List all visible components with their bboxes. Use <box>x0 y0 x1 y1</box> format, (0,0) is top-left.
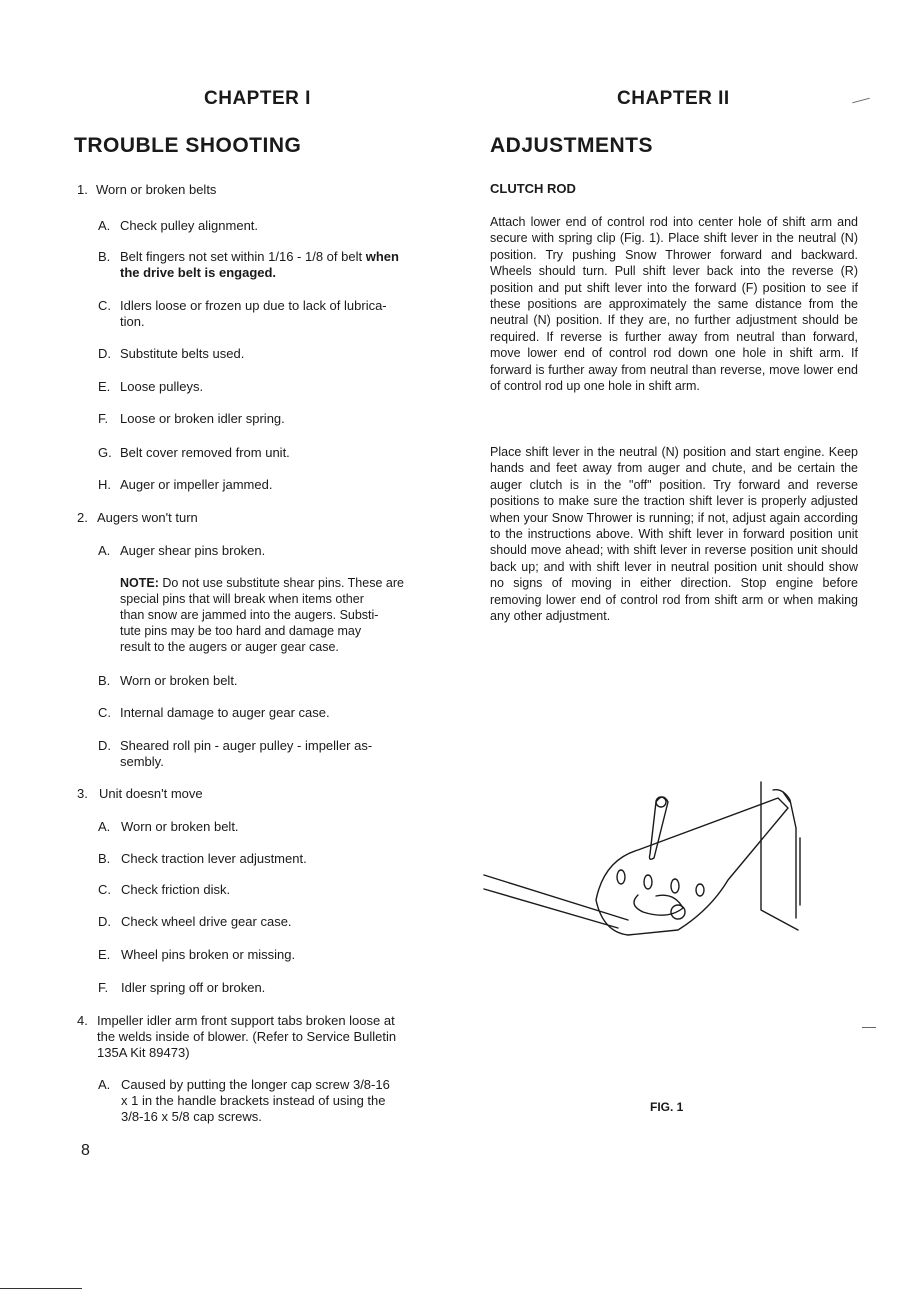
list-item: Internal damage to auger gear case. <box>120 705 330 720</box>
item-letter: B. <box>98 673 111 688</box>
list-item: Auger shear pins broken. <box>120 543 266 558</box>
margin-mark <box>852 98 870 104</box>
item-letter: C. <box>98 705 111 720</box>
list-item: Caused by putting the longer cap screw 3/8-16 <box>121 1077 390 1092</box>
list-item: Check wheel drive gear case. <box>121 914 292 929</box>
item-letter: H. <box>98 477 111 492</box>
margin-mark <box>862 1027 876 1028</box>
list-item-continued: sembly. <box>120 754 164 769</box>
note-label: NOTE: <box>120 576 159 590</box>
list-item: Augers won't turn <box>97 510 198 525</box>
item-text-bold: when <box>365 249 399 264</box>
shift-arm-hole <box>696 884 704 896</box>
list-item: Sheared roll pin - auger pulley - impeller as- <box>120 738 373 753</box>
list-item: Check friction disk. <box>121 882 231 897</box>
shift-arm-hole <box>617 870 625 884</box>
list-item: Check traction lever adjustment. <box>121 851 307 866</box>
paragraph-text: Place shift lever in the neutral (N) position and start engine. Keep hands and feet away from auger and chute, and be certain the auger clutch is in the "off" position. Try forward and reverse positions to make sure the traction shift lever is properly adjusted when your Snow Thrower is running; if not, adjust again according to the instructions above. With shift lever in forward position unit should move ahead; with shift lever in reverse position unit should back up; and with shift lever in neutral position unit should show no signs of moving in either direction. Stop engine before removing lower end of control rod from shift arm or when making any other adjustment. <box>490 445 858 624</box>
item-number: 2. <box>77 510 88 525</box>
item-number: 4. <box>77 1013 88 1028</box>
item-letter: F. <box>98 411 109 426</box>
list-item: Loose pulleys. <box>120 379 204 394</box>
list-item: Worn or broken belt. <box>120 673 238 688</box>
list-item: Wheel pins broken or missing. <box>121 947 296 962</box>
item-number: 1. <box>77 182 88 197</box>
frame-bracket <box>761 782 798 930</box>
item-letter: A. <box>98 819 111 834</box>
list-item: Auger or impeller jammed. <box>120 477 273 492</box>
trouble-shooting-title: TROUBLE SHOOTING <box>74 134 302 157</box>
chapter-2-heading: CHAPTER II <box>617 88 730 109</box>
note-line: special pins that will break when items other <box>120 592 364 606</box>
note-line: Do not use substitute shear pins. These are <box>162 576 404 590</box>
shift-arm-hole <box>644 875 652 889</box>
list-item-continued: 135A Kit 89473) <box>97 1045 190 1060</box>
chapter-1-heading: CHAPTER I <box>204 88 311 109</box>
item-letter: G. <box>98 445 112 460</box>
footer-rule <box>0 1288 82 1289</box>
item-text: Belt fingers not set within 1/16 - 1/8 of belt <box>120 249 363 264</box>
adjustments-title: ADJUSTMENTS <box>490 134 654 157</box>
list-item: Idler spring off or broken. <box>121 980 266 995</box>
item-letter: B. <box>98 851 111 866</box>
shift-arm <box>596 798 788 935</box>
item-letter: D. <box>98 738 111 753</box>
list-item: Unit doesn't move <box>99 786 203 801</box>
list-item: Impeller idler arm front support tabs broken loose at <box>97 1013 395 1028</box>
item-letter: F. <box>98 980 109 995</box>
item-letter: C. <box>98 298 111 313</box>
list-item-continued: x 1 in the handle brackets instead of using the <box>121 1093 386 1108</box>
shift-arm-hole <box>671 879 679 893</box>
note-block <box>120 575 450 655</box>
page-number: 8 <box>81 1142 90 1159</box>
figure-1-illustration <box>478 780 808 950</box>
item-letter: A. <box>98 218 111 233</box>
item-letter: E. <box>98 379 111 394</box>
list-item-continued: the welds inside of blower. (Refer to Service Bulletin <box>97 1029 397 1044</box>
item-letter: D. <box>98 914 111 929</box>
list-item: Substitute belts used. <box>120 346 245 361</box>
list-item: Check pulley alignment. <box>120 218 259 233</box>
note-line: tute pins may be too hard and damage may <box>120 624 362 638</box>
control-rod <box>484 875 628 920</box>
list-item: Belt cover removed from unit. <box>120 445 290 460</box>
item-number: 3. <box>77 786 88 801</box>
item-letter: A. <box>98 1077 111 1092</box>
item-letter: D. <box>98 346 111 361</box>
list-item-continued: tion. <box>120 314 145 329</box>
list-item: Loose or broken idler spring. <box>120 411 285 426</box>
note-line: result to the augers or auger gear case. <box>120 640 339 654</box>
item-letter: E. <box>98 947 111 962</box>
list-item <box>120 249 399 265</box>
item-letter: B. <box>98 249 111 264</box>
list-item-continued: the drive belt is engaged. <box>120 265 277 280</box>
item-letter: C. <box>98 882 111 897</box>
clutch-rod-subhead: CLUTCH ROD <box>490 181 576 196</box>
list-item: Idlers loose or frozen up due to lack of lubrica- <box>120 298 387 313</box>
figure-1-label: FIG. 1 <box>650 1100 684 1114</box>
item-letter: A. <box>98 543 111 558</box>
clutch-rod-paragraph-2 <box>490 444 858 624</box>
paragraph-text: Attach lower end of control rod into center hole of shift arm and secure with spring clip (Fig. 1). Place shift lever in the neutral (N) position. Try pushing Snow Thrower forward and backward. Wheels should turn. Pull shift lever back into the reverse (R) position and put shift lever into the forward (F) position to see if these positions are approximately the same distance from the neutral (N) position. If they are, no further adjustment should be required. If reverse is further away from neutral than forward, move lower end of control rod down one hole in shift arm. If forward is further away from neutral than reverse, move lower end of control rod up one hole in shift arm. <box>490 215 858 394</box>
list-item-continued: 3/8-16 x 5/8 cap screws. <box>121 1109 262 1124</box>
list-item: Worn or broken belt. <box>121 819 239 834</box>
note-line: than snow are jammed into the augers. Substi- <box>120 608 379 622</box>
clutch-rod-paragraph-1 <box>490 214 858 394</box>
list-item: Worn or broken belts <box>96 182 217 197</box>
